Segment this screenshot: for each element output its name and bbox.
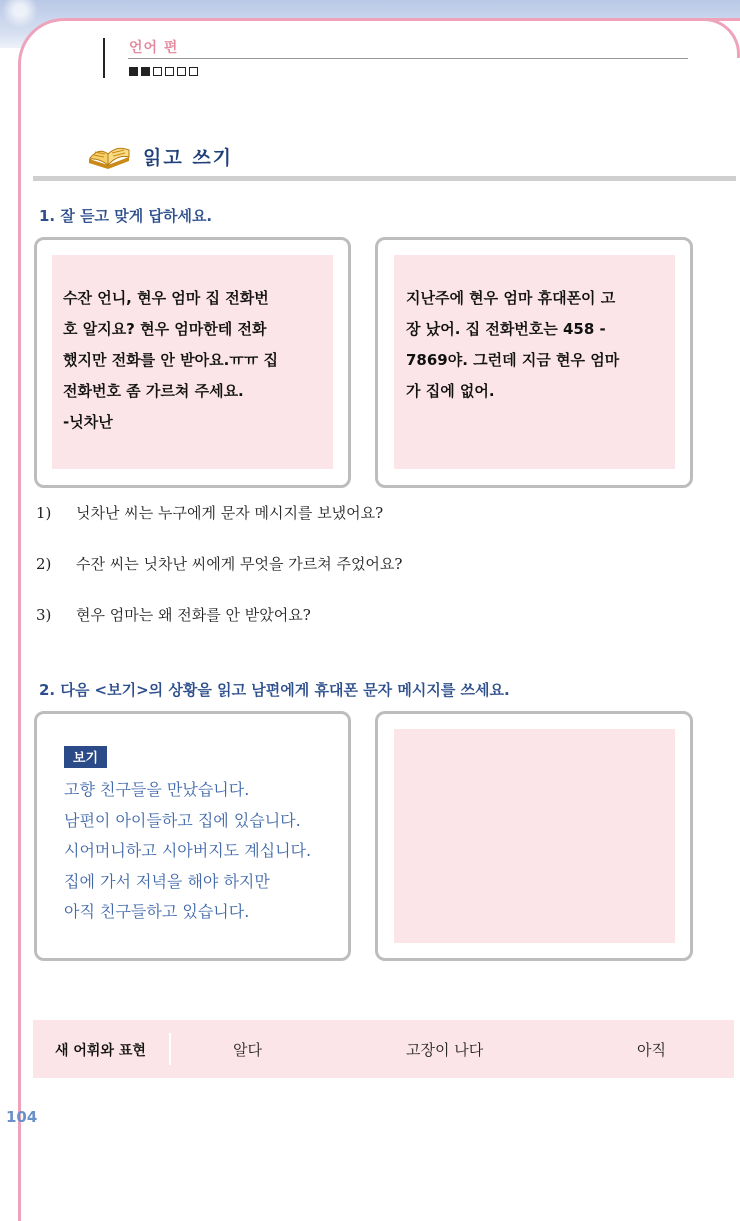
progress-square — [141, 67, 150, 76]
header-rule — [128, 58, 688, 59]
answer-message-panel[interactable] — [394, 729, 675, 943]
vocabulary-word: 고장이 나다 — [406, 1041, 484, 1059]
sub-question-1: 1) 닛차난 씨는 누구에게 문자 메시지를 보냈어요? — [36, 504, 384, 522]
sub-question-2: 2) 수잔 씨는 닛차난 씨에게 무엇을 가르쳐 주었어요? — [36, 555, 403, 573]
vocabulary-divider — [169, 1033, 171, 1065]
question-2-heading: 2. 다음 <보기>의 상황을 읽고 남편에게 휴대폰 문자 메시지를 쓰세요. — [39, 681, 510, 699]
progress-square — [177, 67, 186, 76]
page-title: 읽고 쓰기 — [143, 147, 234, 169]
page-number: 104 — [6, 1108, 38, 1126]
book-icon — [86, 141, 132, 171]
vocabulary-word: 아직 — [637, 1041, 666, 1059]
sub-question-3: 3) 현우 엄마는 왜 전화를 안 받았어요? — [36, 606, 311, 624]
question-1-heading: 1. 잘 듣고 맞게 답하세요. — [39, 207, 213, 225]
vocabulary-bar — [33, 1020, 734, 1078]
section-title: 언어 편 — [129, 40, 179, 56]
progress-square — [165, 67, 174, 76]
vocabulary-word: 알다 — [233, 1041, 262, 1059]
title-rule — [33, 176, 736, 181]
message-text-right: 지난주에 현우 엄마 휴대폰이 고 장 났어. 집 전화번호는 458 - 7869야. 그런데 지금 현우 엄마 가 집에 없어. — [406, 289, 620, 400]
header-divider — [103, 38, 105, 78]
progress-square — [153, 67, 162, 76]
progress-squares — [129, 67, 198, 76]
vocabulary-label: 새 어휘와 표현 — [55, 1043, 146, 1059]
example-label: 보기 — [64, 746, 107, 768]
progress-square — [189, 67, 198, 76]
progress-square — [129, 67, 138, 76]
message-text-left: 수잔 언니, 현우 엄마 집 전화번 호 알지요? 현우 엄마한테 전화 했지만 전화를 안 받아요.ㅠㅠ 집 전화번호 좀 가르쳐 주세요. -닛차난 — [63, 289, 278, 431]
example-text: 고향 친구들을 만났습니다. 남편이 아이들하고 집에 있습니다. 시어머니하고 시아버지도 계십니다. 집에 가서 저녁을 해야 하지만 아직 친구들하고 있습니다. — [64, 780, 312, 921]
